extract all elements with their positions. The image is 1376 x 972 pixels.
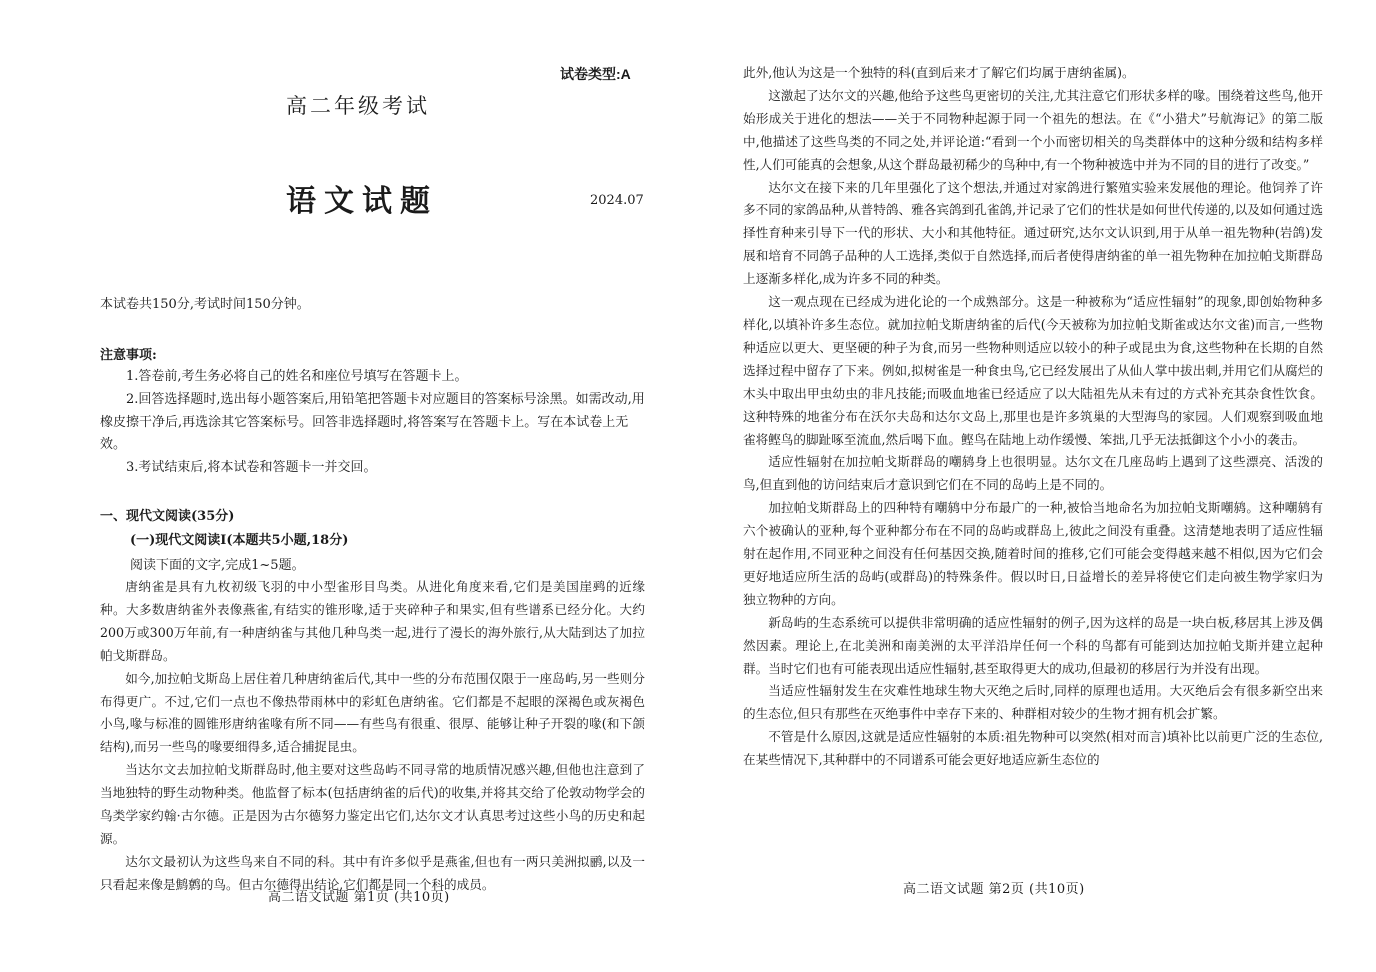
passage-paragraph: 当达尔文去加拉帕戈斯群岛时,他主要对这些岛屿不同寻常的地质情况感兴趣,但他也注意到了当地独特的野生动物种类。他监督了标本(包括唐纳雀的后代)的收集,并将其交给了伦敦动物学会的鸟类学家约翰·古尔德。正是因为古尔德努力鉴定出它们,达尔文才认真思考过这些小鸟的历史和起源。 (100, 762, 645, 846)
passage-left (100, 576, 645, 897)
page-footer-right: 高二语文试题 第2页 (共10页) (903, 882, 1085, 897)
passage-paragraph: 唐纳雀是具有九枚初级飞羽的中小型雀形目鸟类。从进化角度来看,它们是美国崖鹀的近缘种。大多数唐纳雀外表像燕雀,有结实的锥形喙,适于夹碎种子和果实,但有些谱系已经分化。大约200万或300万年前,有一种唐纳雀与其他几种鸟类一起,进行了漫长的海外旅行,从大陆到达了加拉帕戈斯群岛。 (100, 579, 645, 663)
right-page (688, 0, 1376, 972)
passage-paragraph: 如今,加拉帕戈斯岛上居住着几种唐纳雀后代,其中一些的分布范围仅限于一座岛屿,另一些则分布得更广。不过,它们一点也不像热带雨林中的彩虹色唐纳雀。它们都是不起眼的深褐色或灰褐色小鸟,喙与标准的圆锥形唐纳雀喙有所不同——有些鸟有很重、很厚、能够让种子开裂的喙(和下颌结构),而另一些鸟的喙要细得多,适合捕捉昆虫。 (100, 670, 645, 755)
grade-title: 高二年级考试 (286, 94, 430, 118)
page-footer-left: 高二语文试题 第1页 (共10页) (268, 890, 450, 905)
passage-paragraph: 加拉帕戈斯群岛上的四种特有嘲鸫中分布最广的一种,被恰当地命名为加拉帕戈斯嘲鸫。这种嘲鸫有六个被确认的亚种,每个亚种都分布在不同的岛屿或群岛上,彼此之间没有重叠。这清楚地表明了适应性辐射在起作用,不同亚种之间没有任何基因交换,随着时间的推移,它们可能会变得越来越不相似,因为它们会更好地适应所生活的岛屿(或群岛)的特殊条件。假以时日,日益增长的差异将使它们走向被生物学家归为独立物种的方向。 (743, 500, 1323, 607)
exam-date: 2024.07 (590, 193, 644, 208)
exam-type-label: 试卷类型:A (560, 66, 631, 82)
exam-info: 本试卷共150分,考试时间150分钟。 (100, 297, 310, 312)
subsection-heading: (一)现代文阅读Ⅰ(本题共5小题,18分) (130, 533, 349, 548)
passage-paragraph: 达尔文最初认为这些鸟来自不同的科。其中有许多似乎是燕雀,但也有一两只美洲拟鹂,以及一只看起来像是鹪鹩的鸟。但古尔德得出结论,它们都是同一个科的成员。 (100, 853, 645, 892)
note-item: 2.回答选择题时,选出每小题答案后,用铅笔把答题卡对应题目的答案标号涂黑。如需改动,用橡皮擦干净后,再选涂其它答案标号。回答非选择题时,将答案写在答题卡上。写在本试卷上无效。 (100, 391, 645, 453)
passage-paragraph: 这激起了达尔文的兴趣,他给予这些鸟更密切的关注,尤其注意它们形状多样的喙。围绕着这些鸟,他开始形成关于进化的想法——关于不同物种起源于同一个祖先的想法。在《“小猎犬”号航海记》的第二版中,他描述了这些鸟类的不同之处,并评论道:“看到一个小而密切相关的鸟类群体中的这种分级和结构多样性,人们可能真的会想象,从这个群岛最初稀少的鸟种中,有一个物种被选中并为不同的目的进行了改变。” (743, 87, 1323, 172)
passage-paragraph: 当适应性辐射发生在灾难性地球生物大灭绝之后时,同样的原理也适用。大灭绝后会有很多新空出来的生态位,但只有那些在灭绝事件中幸存下来的、种群相对较少的生物才拥有机会扩繁。 (743, 683, 1323, 722)
notes-list (100, 366, 645, 480)
passage-paragraph: 新岛屿的生态系统可以提供非常明确的适应性辐射的例子,因为这样的岛是一块白板,移居其上涉及偶然因素。理论上,在北美洲和南美洲的太平洋沿岸任何一个科的鸟都有可能到达加拉帕戈斯并建立起种群。当时它们也有可能表现出适应性辐射,甚至取得更大的成功,但最初的移居行为并没有出现。 (743, 614, 1323, 676)
passage-paragraph: 适应性辐射在加拉帕戈斯群岛的嘲鸫身上也很明显。达尔文在几座岛屿上遇到了这些漂亮、活泼的鸟,但直到他的访问结束后才意识到它们在不同的岛屿上是不同的。 (743, 454, 1323, 493)
passage-paragraph: 此外,他认为这是一个独特的科(直到后来才了解它们均属于唐纳雀属)。 (743, 65, 1135, 80)
note-item: 1.答卷前,考生务必将自己的姓名和座位号填写在答题卡上。 (126, 369, 468, 384)
passage-paragraph: 不管是什么原因,这就是适应性辐射的本质:祖先物种可以突然(相对而言)填补比以前更广泛的生态位,在某些情况下,其种群中的不同谱系可能会更好地适应新生态位的 (743, 729, 1323, 768)
section-heading: 一、现代文阅读(35分) (100, 509, 235, 524)
reading-instructions: 阅读下面的文字,完成1~5题。 (130, 558, 305, 573)
passage-paragraph: 这一观点现在已经成为进化论的一个成熟部分。这是一种被称为“适应性辐射”的现象,即创始物种多样化,以填补许多生态位。就加拉帕戈斯唐纳雀的后代(今天被称为加拉帕戈斯雀或达尔文雀)而言,一些物种适应以更大、更坚硬的种子为食,而另一些物种则适应以较小的种子或昆虫为食,这些物种在长期的自然选择过程中留存了下来。例如,拟树雀是一种食虫鸟,它已经发展出了从仙人掌中拔出刺,并用它们从腐烂的木头中取出甲虫幼虫的非凡技能;而吸血地雀已经适应了以大陆祖先从未有过的方式补充其杂食性饮食。这种特殊的地雀分布在沃尔夫岛和达尔文岛上,那里也是许多筑巢的大型海鸟的家园。人们观察到吸血地雀将鲣鸟的脚趾啄至流血,然后喝下血。鲣鸟在陆地上动作缓慢、笨拙,几乎无法抵御这个小小的袭击。 (743, 294, 1323, 447)
note-item: 3.考试结束后,将本试卷和答题卡一并交回。 (126, 460, 377, 476)
passage-paragraph: 达尔文在接下来的几年里强化了这个想法,并通过对家鸽进行繁殖实验来发展他的理论。他饲养了许多不同的家鸽品种,从普特鸽、雅各宾鸽到孔雀鸽,并记录了它们的性状是如何世代传递的,以及如何通过选择性育种来引导下一代的形状、大小和其他特征。通过研究,达尔文认识到,用于从单一祖先物种(岩鸽)发展和培育不同鸽子品种的人工选择,类似于自然选择,而后者使得唐纳雀的单一祖先物种在加拉帕戈斯群岛上逐渐多样化,成为许多不同的种类。 (743, 179, 1323, 287)
subject-title: 语文试题 (286, 184, 438, 219)
notes-heading: 注意事项: (100, 348, 157, 363)
passage-right (743, 62, 1323, 772)
